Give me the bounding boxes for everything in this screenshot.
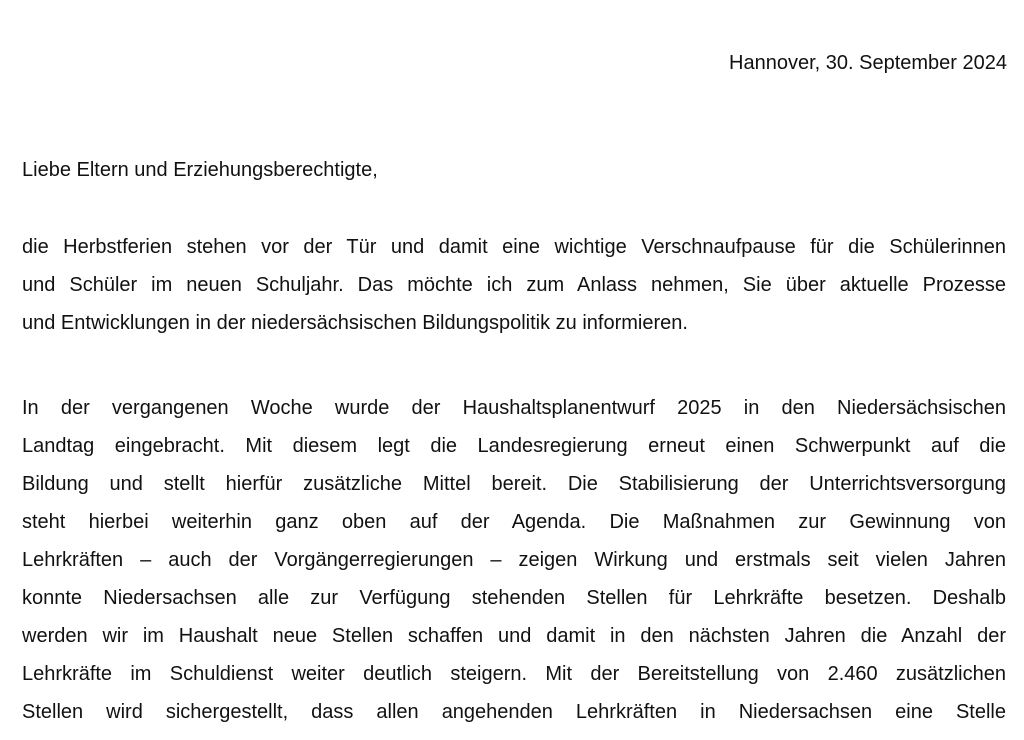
paragraph-line: und Schüler im neuen Schuljahr. Das möchte ich zum Anlass nehmen, Sie über aktuelle Prozesse	[22, 274, 1006, 296]
paragraph-line: Lehrkräfte im Schuldienst weiter deutlich steigern. Mit der Bereitstellung von 2.460 zusätzlichen	[22, 663, 1006, 685]
paragraph-line: Landtag eingebracht. Mit diesem legt die Landesregierung erneut einen Schwerpunkt auf die	[22, 435, 1006, 457]
paragraph-line: In der vergangenen Woche wurde der Haushaltsplanentwurf 2025 in den Niedersächsischen	[22, 397, 1006, 419]
letter-date: Hannover, 30. September 2024	[729, 52, 1007, 74]
paragraph-haushalt	[22, 389, 1006, 731]
paragraph-line: Stellen wird sichergestellt, dass allen angehenden Lehrkräften in Niedersachsen eine Stelle	[22, 701, 1006, 723]
paragraph-line: konnte Niedersachsen alle zur Verfügung stehenden Stellen für Lehrkräfte besetzen. Deshalb	[22, 587, 1006, 609]
paragraph-herbstferien	[22, 228, 1006, 342]
paragraph-line: die Herbstferien stehen vor der Tür und damit eine wichtige Verschnaufpause für die Schülerinnen	[22, 236, 1006, 258]
paragraph-line: werden wir im Haushalt neue Stellen schaffen und damit in den nächsten Jahren die Anzahl der	[22, 625, 1006, 647]
letter-salutation: Liebe Eltern und Erziehungsberechtigte,	[22, 159, 378, 181]
paragraph-line: steht hierbei weiterhin ganz oben auf der Agenda. Die Maßnahmen zur Gewinnung von	[22, 511, 1006, 533]
paragraph-line: Lehrkräften – auch der Vorgängerregierungen – zeigen Wirkung und erstmals seit vielen Jahren	[22, 549, 1006, 571]
paragraph-line: Bildung und stellt hierfür zusätzliche Mittel bereit. Die Stabilisierung der Unterrichtsversorgung	[22, 473, 1006, 495]
paragraph-line: und Entwicklungen in der niedersächsischen Bildungspolitik zu informieren.	[22, 312, 688, 334]
